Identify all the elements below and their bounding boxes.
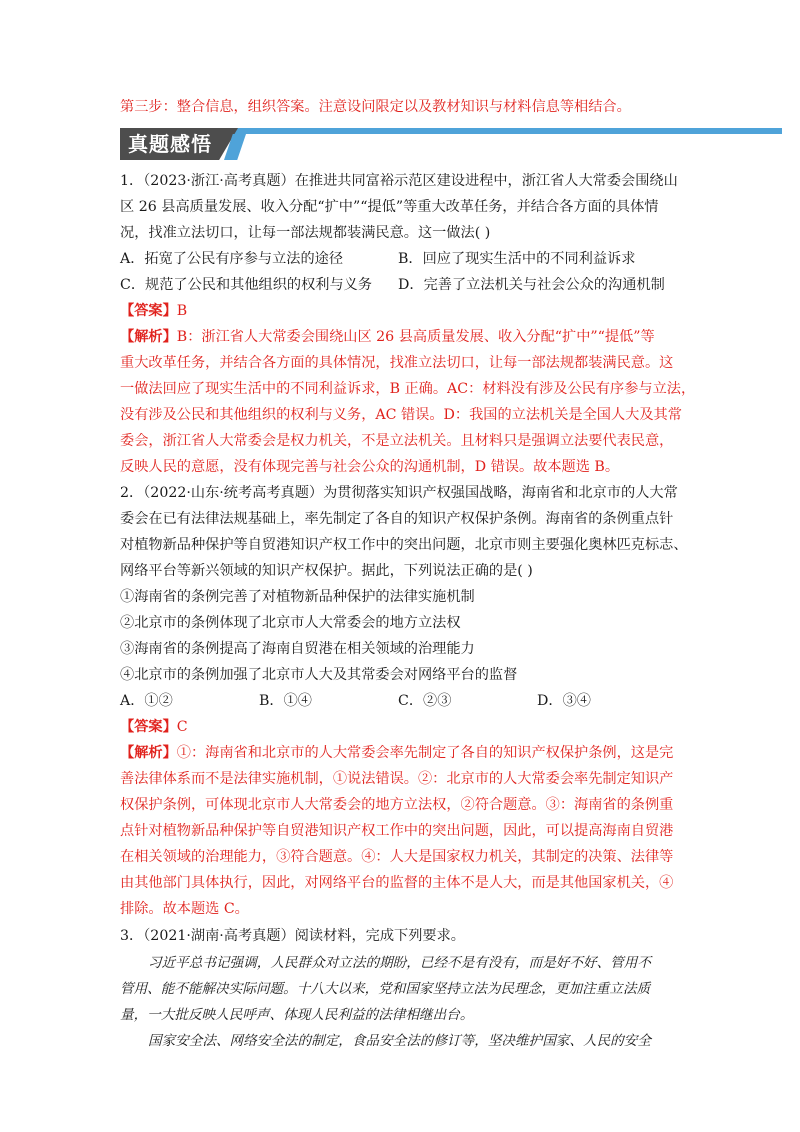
section-title: 真题感悟 (128, 132, 212, 156)
q2-answer-label: 【答案】 (120, 719, 177, 735)
q2-line-4: 网络平台等新兴领域的知识产权保护。据此，下列说法正确的是( ) (120, 563, 533, 579)
q2-analysis-label: 【解析】 (120, 745, 177, 761)
q1-line-2: 区 26 县高质量发展、收入分配“扩中”“提低”等重大改革任务，并结合各方面的具体情 (120, 199, 659, 215)
q1-analysis-label: 【解析】 (120, 329, 177, 345)
q2-answer-value: C (176, 719, 188, 735)
q2-analysis-line-3: 权保护条例，可体现北京市人大常委会的地方立法权，②符合题意。③：海南省的条例重 (120, 797, 674, 813)
q2-option-a: A．①② (120, 693, 173, 709)
q2-line-1: 2．（2022·山东·统考高考真题）为贯彻落实知识产权强国战略，海南省和北京市的人大常 (120, 485, 678, 501)
q1-option-a: A．拓宽了公民有序参与立法的途径 (120, 251, 344, 267)
q2-option-d: D．③④ (537, 693, 591, 709)
q1-analysis-line-3: 一做法回应了现实生活中的不同利益诉求，B 正确。AC：材料没有涉及公民有序参与立法， (120, 381, 696, 397)
q2-analysis-line-4: 点针对植物新品种保护等自贸港知识产权工作中的突出问题，因此，可以提高海南自贸港 (120, 823, 674, 839)
q2-analysis-line-6: 由其他部门具体执行，因此，对网络平台的监督的主体不是人大，而是其他国家机关，④ (120, 875, 674, 891)
q1-answer-label: 【答案】 (120, 303, 177, 319)
q2-analysis-line-7: 排除。故本题选 C。 (120, 901, 249, 917)
q3-material-line-2: 管用、能不能解决实际问题。十八大以来，党和国家坚持立法为民理念，更加注重立法质 (120, 981, 651, 997)
q1-option-d: D．完善了立法机关与社会公众的沟通机制 (398, 277, 665, 293)
q1-answer-value: B (176, 303, 188, 319)
q2-answer (120, 717, 188, 737)
q2-analysis-line-1 (120, 743, 673, 763)
q2-statement-2: ②北京市的条例体现了北京市人大常委会的地方立法权 (120, 615, 461, 631)
q1-analysis-line-2: 重大改革任务，并结合各方面的具体情况，找准立法切口，让每一部法规都装满民意。这 (120, 355, 674, 371)
q2-option-c: C．②③ (398, 693, 452, 709)
q2-option-b: B．①④ (259, 693, 312, 709)
q3-line-1: 3．（2021·湖南·高考真题）阅读材料，完成下列要求。 (120, 928, 465, 944)
q2-statement-4: ④北京市的条例加强了北京市人大及其常委会对网络平台的监督 (120, 667, 518, 683)
q2-line-3: 对植物新品种保护等自贸港知识产权工作中的突出问题，北京市则主要强化奥林匹克标志、 (120, 537, 688, 553)
q1-option-c: C．规范了公民和其他组织的权利与义务 (120, 277, 373, 293)
q2-statement-3: ③海南省的条例提高了海南自贸港在相关领域的治理能力 (120, 641, 475, 657)
q2-analysis-text-1: ①：海南省和北京市的人大常委会率先制定了各自的知识产权保护条例，这是完 (176, 745, 674, 761)
q2-statement-1: ①海南省的条例完善了对植物新品种保护的法律实施机制 (120, 589, 475, 605)
section-banner (120, 128, 782, 160)
q1-analysis-line-4: 没有涉及公民和其他组织的权利与义务，AC 错误。D：我国的立法机关是全国人大及其常 (120, 407, 682, 423)
q1-analysis-line-5: 委会，浙江省人大常委会是权力机关，不是立法机关。且材料只是强调立法要代表民意， (120, 433, 674, 449)
q1-answer (120, 301, 187, 321)
step3-text: 第三步：整合信息，组织答案。注意设问限定以及教材知识与材料信息等相结合。 (120, 99, 631, 115)
q1-option-b: B．回应了现实生活中的不同利益诉求 (398, 251, 636, 267)
q1-line-1: 1．（2023·浙江·高考真题）在推进共同富裕示范区建设进程中，浙江省人大常委会围绕山 (120, 173, 678, 189)
q2-line-2: 委会在已有法律法规基础上，率先制定了各自的知识产权保护条例。海南省的条例重点针 (120, 511, 674, 527)
q1-analysis-text-1: B：浙江省人大常委会围绕山区 26 县高质量发展、收入分配“扩中”“提低”等 (176, 329, 655, 345)
q3-material-line-1: 习近平总书记强调，人民群众对立法的期盼，已经不是有没有，而是好不好、管用不 (148, 955, 651, 971)
q3-material-line-4: 国家安全法、网络安全法的制定，食品安全法的修订等，坚决维护国家、人民的安全 (148, 1033, 651, 1049)
q2-analysis-line-2: 善法律体系而不是法律实施机制，①说法错误。②：北京市的人大常委会率先制定知识产 (120, 771, 674, 787)
q1-line-3: 况，找准立法切口，让每一部法规都装满民意。这一做法( ) (120, 225, 491, 241)
q3-material-line-3: 量，一大批反映人民呼声、体现人民利益的法律相继出台。 (120, 1007, 474, 1023)
q2-analysis-line-5: 在相关领域的治理能力，③符合题意。④：人大是国家权力机关，其制定的决策、法律等 (120, 849, 674, 865)
q1-analysis-line-6: 反映人民的意愿，没有体现完善与社会公众的沟通机制，D 错误。故本题选 B。 (120, 459, 620, 475)
q1-analysis-line-1 (120, 327, 655, 347)
